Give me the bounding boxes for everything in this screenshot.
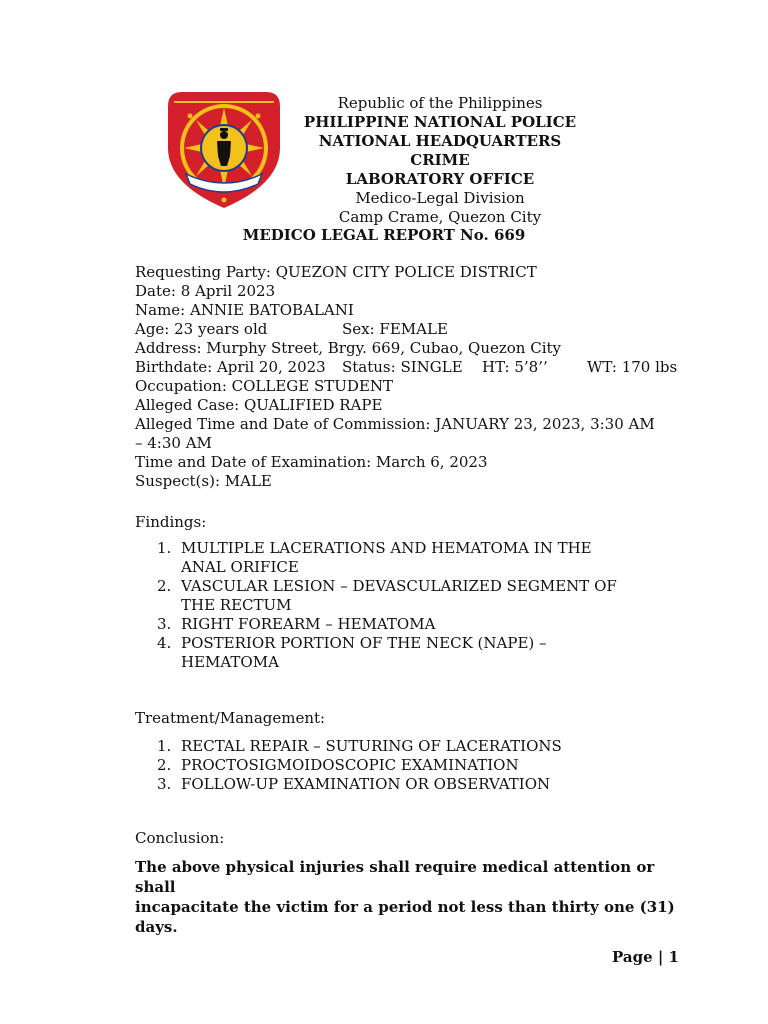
findings-label: Findings: (135, 513, 207, 531)
office-line-2: LABORATORY OFFICE (345, 170, 535, 188)
patient-address: Address: Murphy Street, Brgy. 669, Cubao, Quezon City (135, 339, 561, 357)
treatment-item: 2. PROCTOSIGMOIDOSCOPIC EXAMINATION (157, 756, 519, 774)
suspects: Suspect(s): MALE (135, 472, 272, 490)
finding-item: 3. RIGHT FOREARM – HEMATOMA (157, 615, 436, 633)
occupation: Occupation: COLLEGE STUDENT (135, 377, 394, 395)
examination-time: Time and Date of Examination: March 6, 2023 (135, 453, 488, 471)
treatment-item: 3. FOLLOW-UP EXAMINATION OR OBSERVATION (157, 775, 551, 793)
patient-age: Age: 23 years old (135, 320, 268, 338)
finding-item: 1. MULTIPLE LACERATIONS AND HEMATOMA IN THE ANAL ORIFICE (157, 539, 592, 576)
pnp-seal-logo (164, 88, 284, 212)
division-line: Medico-Legal Division (355, 189, 525, 207)
commission-time-line-2: – 4:30 AM (135, 434, 212, 452)
patient-height: HT: 5’8’’ (482, 358, 548, 376)
patient-weight: WT: 170 lbs (587, 358, 678, 376)
requesting-party: Requesting Party: QUEZON CITY POLICE DISTRICT (135, 263, 537, 281)
report-date: Date: 8 April 2023 (135, 282, 276, 300)
age-sex-row (135, 320, 695, 339)
commission-time-line-1: Alleged Time and Date of Commission: JANUARY 23, 2023, 3:30 AM (135, 415, 655, 433)
patient-birthdate: Birthdate: April 20, 2023 (135, 358, 326, 376)
letterhead (290, 94, 590, 227)
alleged-case: Alleged Case: QUALIFIED RAPE (135, 396, 383, 414)
finding-item: 2. VASCULAR LESION – DEVASCULARIZED SEGMENT OF THE RECTUM (157, 577, 617, 614)
conclusion-label: Conclusion: (135, 829, 225, 847)
birthdate-row (135, 358, 695, 377)
finding-item: 4. POSTERIOR PORTION OF THE NECK (NAPE) – HEMATOMA (157, 634, 547, 671)
location-line: Camp Crame, Quezon City (338, 208, 542, 226)
report-title: MEDICO LEGAL REPORT No. 669 (242, 226, 526, 244)
patient-sex: Sex: FEMALE (342, 320, 448, 338)
republic-line: Republic of the Philippines (337, 94, 543, 112)
civil-status: Status: SINGLE (342, 358, 463, 376)
treatment-label: Treatment/Management: (135, 709, 326, 727)
treatment-item: 1. RECTAL REPAIR – SUTURING OF LACERATIONS (157, 737, 562, 755)
case-info (135, 263, 695, 491)
page-number: Page | 1 (612, 948, 679, 966)
conclusion-text: The above physical injuries shall require medical attention or shall incapacitate the victim for a period not less than thirty one (31) days. (135, 858, 675, 936)
pnp-line: PHILIPPINE NATIONAL POLICE (303, 113, 577, 131)
office-line-1: NATIONAL HEADQUARTERS CRIME (318, 132, 562, 169)
patient-name: Name: ANNIE BATOBALANI (135, 301, 354, 319)
findings-list (157, 539, 677, 672)
treatment-list (157, 737, 677, 794)
